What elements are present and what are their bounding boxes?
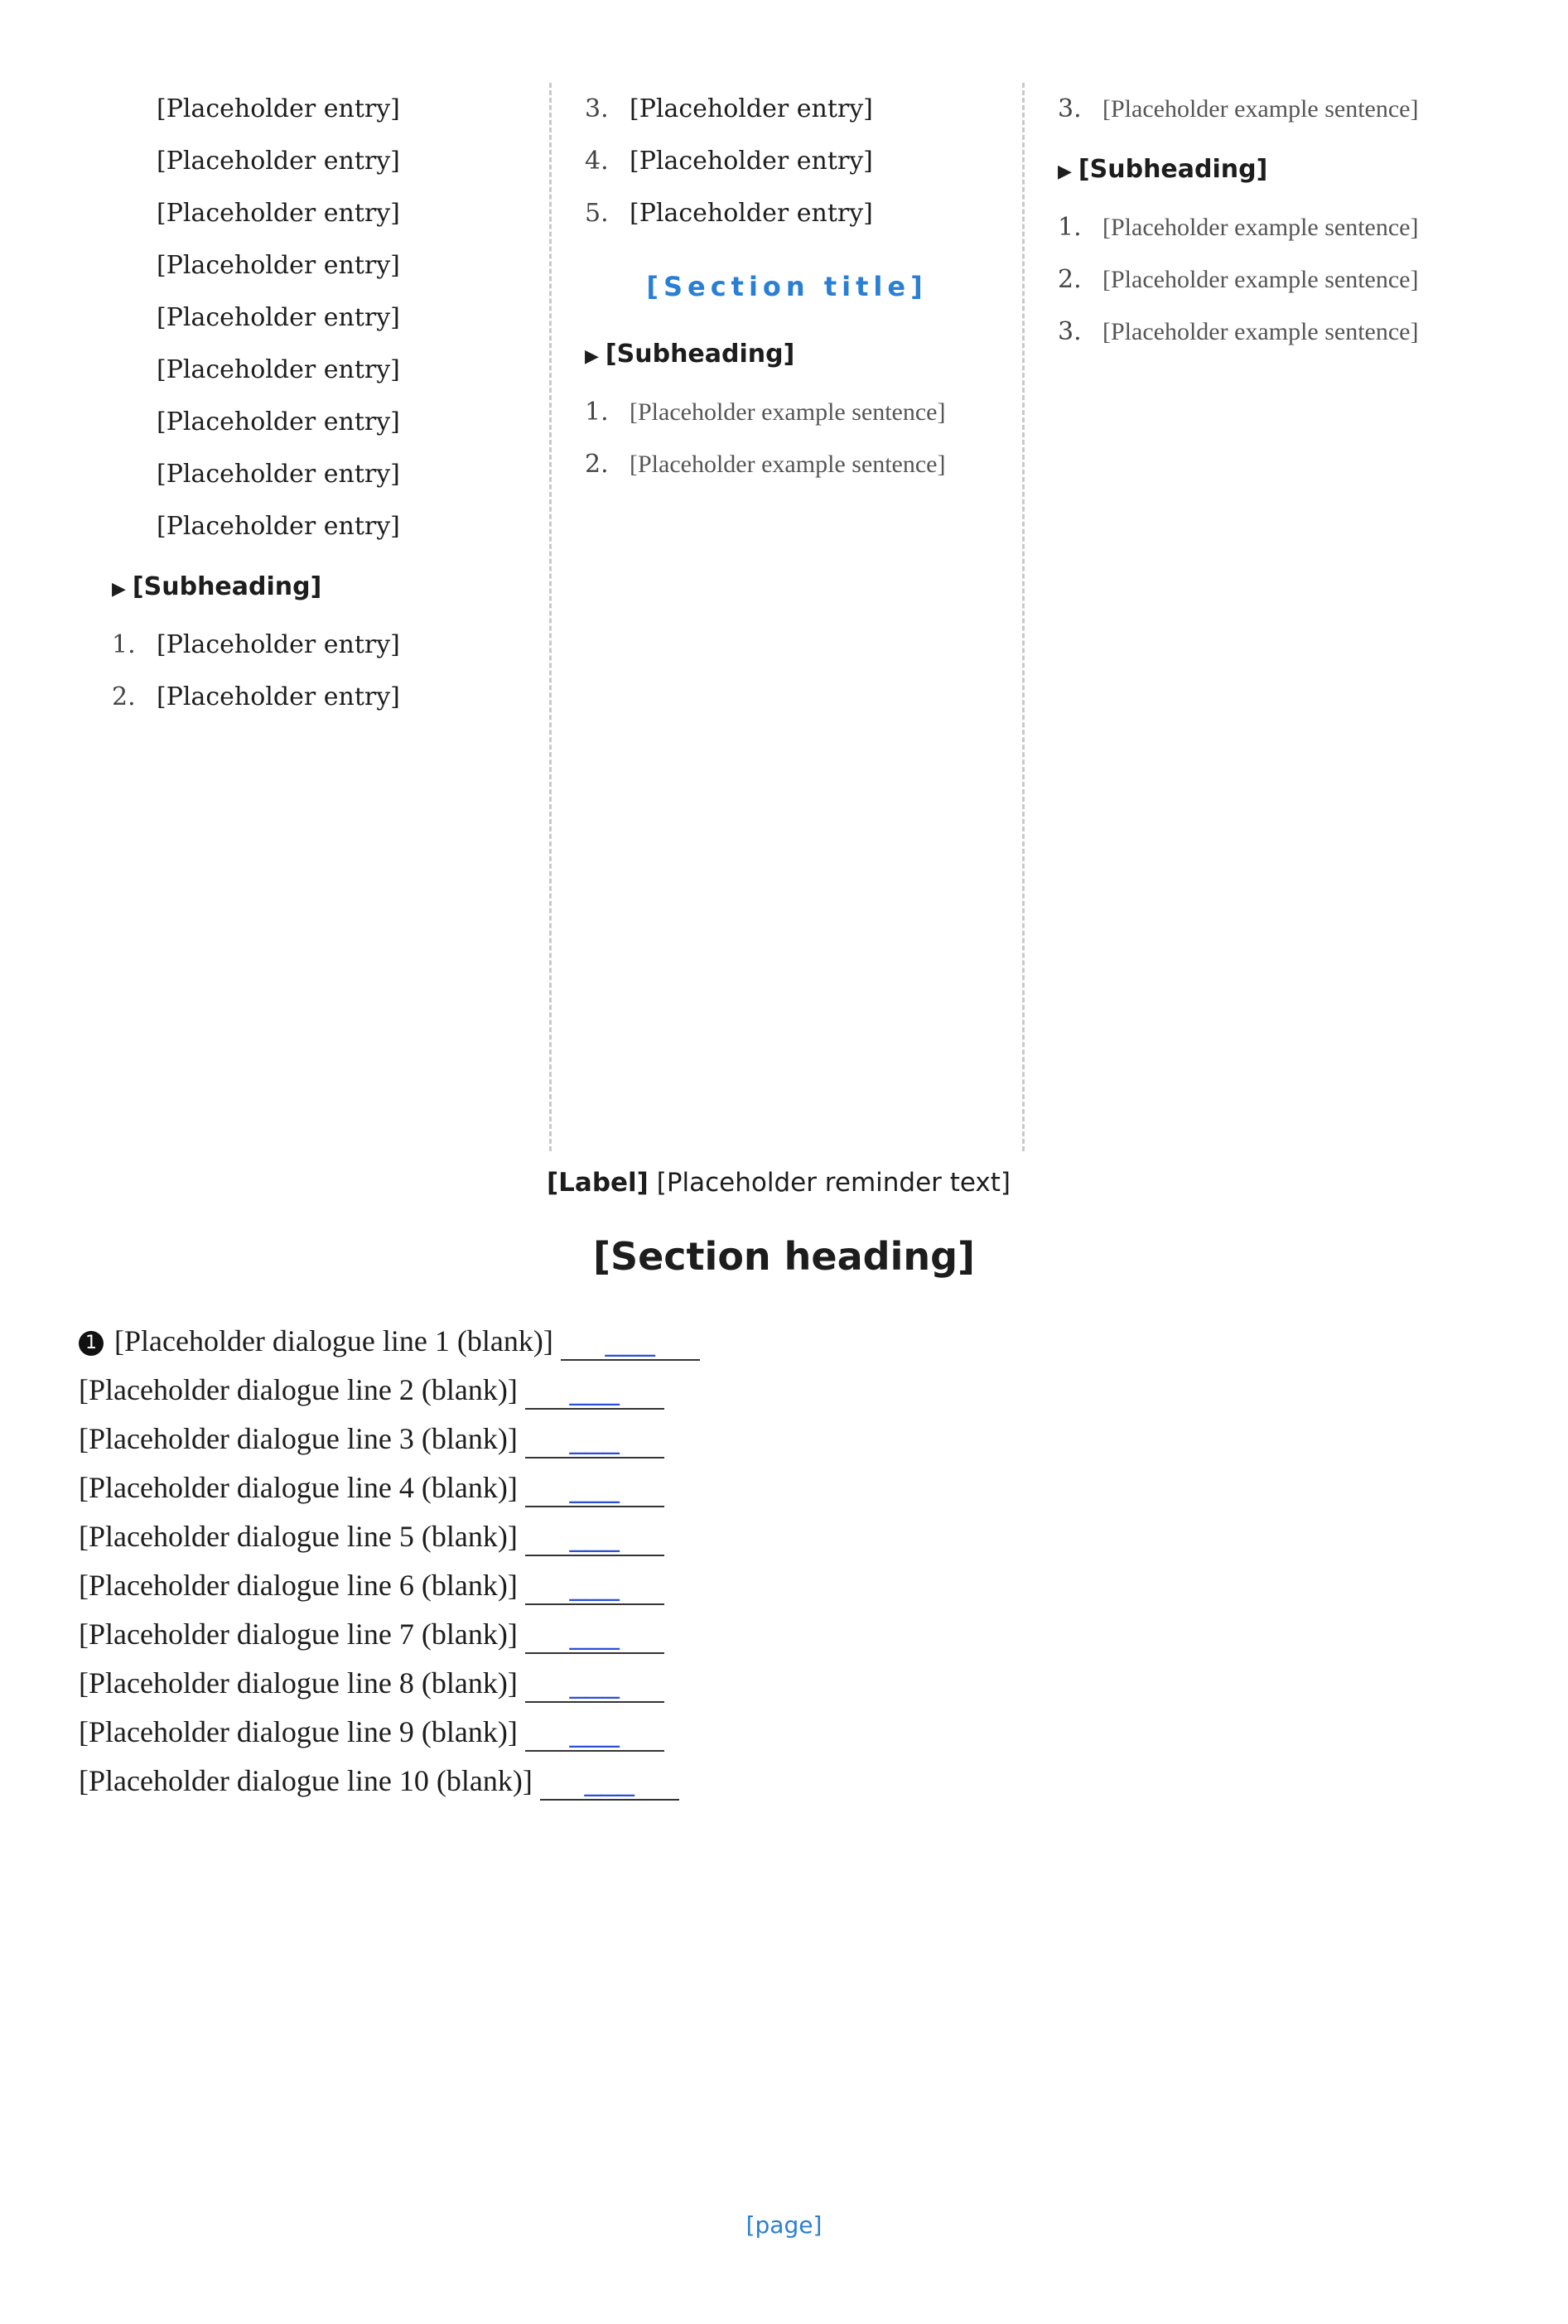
list-item-text: [Placeholder entry]	[630, 94, 873, 123]
example-sentence: [Placeholder example sentence]	[1102, 214, 1419, 241]
left-column	[79, 83, 549, 1151]
list-item: 2. [Placeholder example sentence]	[1058, 253, 1462, 306]
list-item: [Placeholder entry]	[157, 251, 400, 280]
dialogue-line	[79, 1415, 1487, 1463]
example-sentence: [Placeholder example sentence]	[1102, 95, 1419, 123]
dialogue-text: [Placeholder dialogue line 6 (blank)]	[79, 1569, 518, 1602]
dialogue-line	[79, 1317, 1487, 1366]
dialogue-text: [Placeholder dialogue line 10 (blank)]	[79, 1764, 533, 1797]
answer-blank[interactable]: ___	[525, 1567, 664, 1605]
answer-blank[interactable]: ___	[525, 1665, 664, 1703]
example-sentence: [Placeholder example sentence]	[630, 398, 946, 426]
list-item: [Placeholder entry]	[157, 303, 400, 332]
dialogue-line	[79, 1708, 1487, 1757]
answer-blank[interactable]: ___	[525, 1372, 664, 1410]
dialogue-text: [Placeholder dialogue line 8 (blank)]	[79, 1666, 518, 1700]
list-item: [Placeholder entry]	[157, 355, 400, 384]
dialogue-line	[79, 1366, 1487, 1415]
dialogue-text: [Placeholder dialogue line 3 (blank)]	[79, 1422, 518, 1455]
dialogue-line	[79, 1512, 1487, 1561]
answer-blank[interactable]: ___	[525, 1616, 664, 1654]
dialogue-line	[79, 1610, 1487, 1659]
list-item: 1. [Placeholder example sentence]	[585, 386, 989, 438]
right-column	[1022, 83, 1495, 1151]
example-sentence: [Placeholder example sentence]	[630, 451, 946, 478]
dialogue-line	[79, 1757, 1487, 1806]
reminder-text: [Placeholder reminder text]	[656, 1168, 1011, 1198]
list-item: [Placeholder entry]	[157, 147, 400, 176]
middle-column	[549, 83, 1022, 1151]
dialogue-line	[79, 1463, 1487, 1512]
section-label: [Section title]	[646, 271, 928, 302]
list-item: 3. [Placeholder example sentence]	[1058, 306, 1462, 358]
page-number: [page]	[745, 2211, 823, 2239]
list-item: 2. [Placeholder entry]	[112, 671, 516, 723]
subheading: ▶ [Subheading]	[112, 561, 516, 615]
dialogue-text: [Placeholder dialogue line 9 (blank)]	[79, 1715, 518, 1748]
list-item: [Placeholder entry]	[157, 407, 400, 436]
list-item-text: [Placeholder entry]	[157, 682, 400, 711]
list-item: 1. [Placeholder example sentence]	[1058, 201, 1462, 253]
list-item-text: [Placeholder entry]	[157, 630, 400, 659]
subheading: ▶ [Subheading]	[585, 328, 989, 383]
example-sentence: [Placeholder example sentence]	[1102, 318, 1419, 345]
list-item: 5. [Placeholder entry]	[585, 187, 989, 239]
reminder-label: [Label]	[547, 1168, 649, 1198]
example-sentence: [Placeholder example sentence]	[1102, 266, 1419, 293]
list-item: [Placeholder entry]	[157, 460, 400, 489]
page-title	[0, 1234, 1568, 1279]
answer-blank[interactable]: ___	[525, 1420, 664, 1459]
list-item: [Placeholder entry]	[157, 512, 400, 541]
answer-blank[interactable]: ___	[540, 1762, 679, 1801]
list-item: [Placeholder entry]	[157, 94, 400, 123]
list-item: [Placeholder entry]	[157, 199, 400, 228]
answer-blank[interactable]: ___	[525, 1518, 664, 1556]
dialogue-line	[79, 1659, 1487, 1708]
section-heading: [Section heading]	[592, 1234, 976, 1279]
answer-blank[interactable]: ___	[561, 1323, 700, 1361]
answer-blank[interactable]: ___	[525, 1714, 664, 1752]
subheading: ▶ [Subheading]	[1058, 143, 1462, 198]
vocabulary-columns	[79, 83, 1495, 1151]
list-item: 3. [Placeholder entry]	[585, 83, 989, 135]
dialogue-line	[79, 1561, 1487, 1610]
dialogue-text: [Placeholder dialogue line 2 (blank)]	[79, 1373, 518, 1406]
list-item-text: [Placeholder entry]	[630, 147, 873, 176]
list-item: 4. [Placeholder entry]	[585, 135, 989, 187]
reminder-note	[547, 1168, 1491, 1198]
dialogue-text: [Placeholder dialogue line 7 (blank)]	[79, 1618, 518, 1651]
dialogue-text: [Placeholder dialogue line 5 (blank)]	[79, 1520, 518, 1553]
answer-blank[interactable]: ___	[525, 1469, 664, 1507]
list-item: 3. [Placeholder example sentence]	[1058, 83, 1462, 135]
list-item: 2. [Placeholder example sentence]	[585, 438, 989, 490]
dialogue-text: [Placeholder dialogue line 4 (blank)]	[79, 1471, 518, 1504]
list-item-text: [Placeholder entry]	[630, 199, 873, 228]
list-item: 1. [Placeholder entry]	[112, 619, 516, 671]
exercise-number: 1	[79, 1331, 104, 1356]
dialogue-text: [Placeholder dialogue line 1 (blank)]	[114, 1324, 553, 1357]
dialogue-exercise	[79, 1317, 1487, 1806]
